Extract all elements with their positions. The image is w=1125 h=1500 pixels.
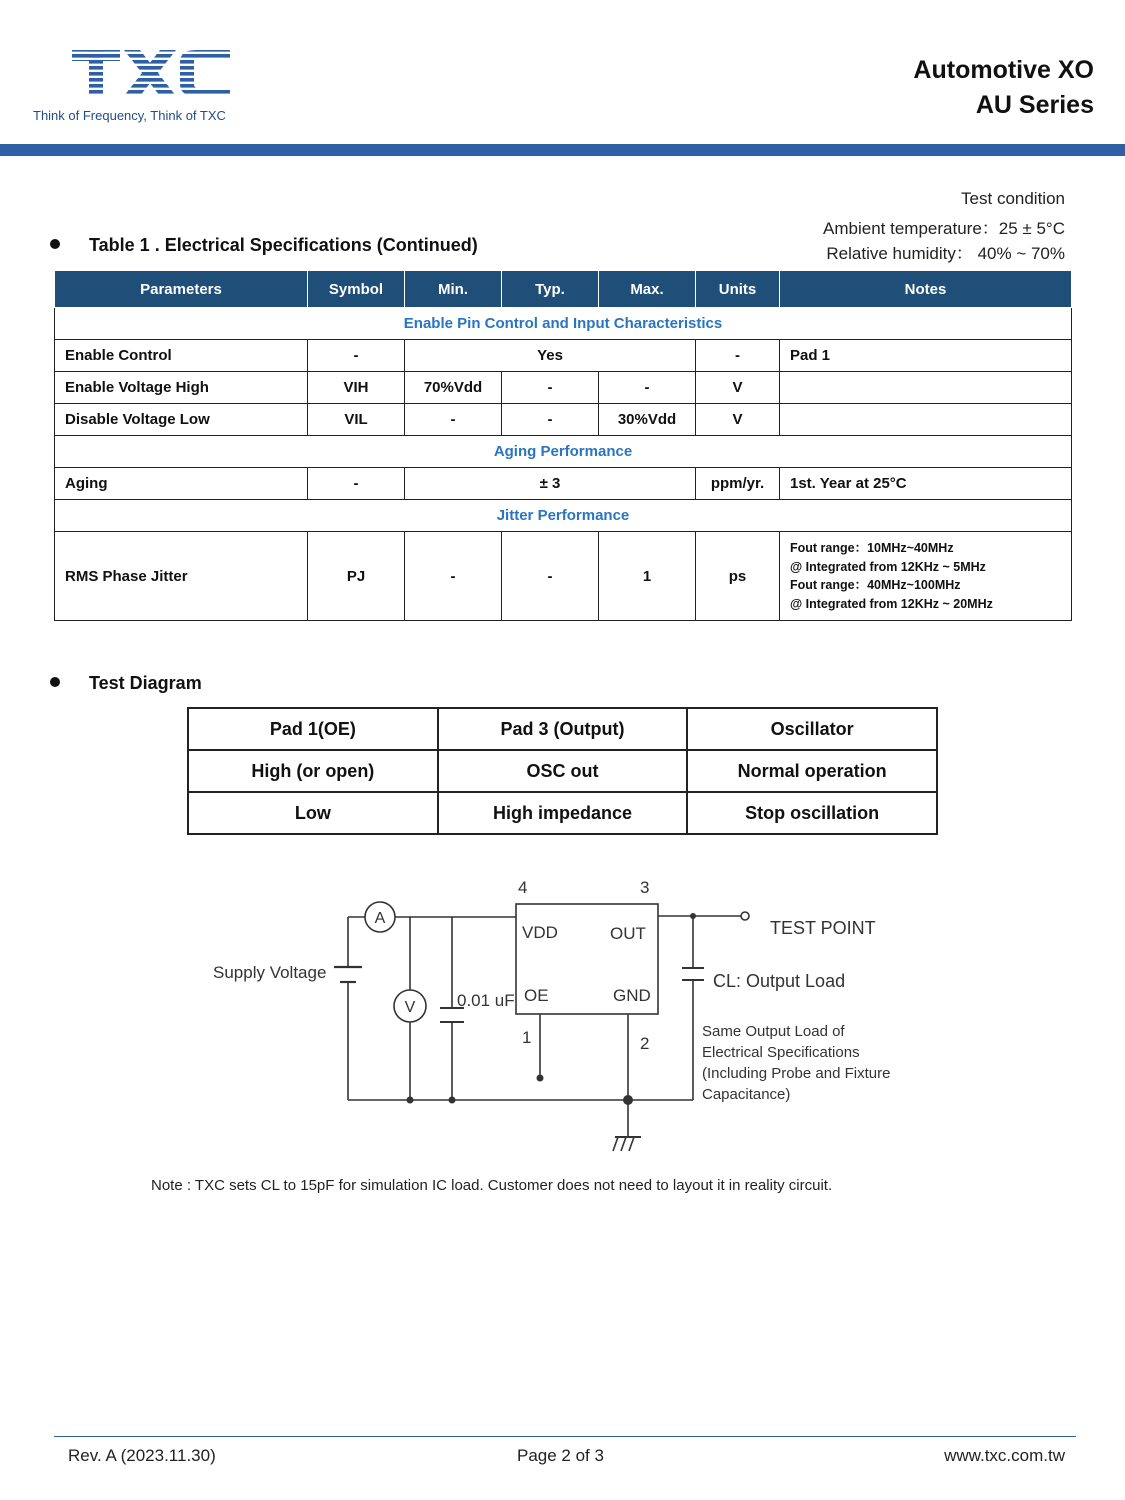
website-link[interactable]: www.txc.com.tw [944, 1446, 1065, 1465]
units-cell: ppm/yr. [696, 468, 780, 500]
load-note-line: Capacitance) [702, 1086, 791, 1103]
bullet-icon [50, 677, 60, 687]
table-row [55, 404, 1072, 436]
table-cell: High (or open) [188, 750, 438, 792]
electrical-spec-table [54, 270, 1072, 621]
bullet-icon [50, 239, 60, 249]
footer-divider [54, 1436, 1076, 1437]
document-title: Automotive XO [913, 56, 1094, 84]
txc-logo [72, 48, 232, 98]
load-note-line: Same Output Load of [702, 1023, 845, 1040]
col-header: Max. [599, 271, 696, 308]
section-row [55, 436, 1072, 468]
max-cell: - [599, 372, 696, 404]
col-header: Parameters [55, 271, 308, 308]
symbol-cell: - [308, 340, 405, 372]
note-line: @ Integrated from 12KHz ~ 5MHz [790, 559, 986, 574]
max-cell: 30%Vdd [599, 404, 696, 436]
supply-voltage-label: Supply Voltage [213, 963, 327, 982]
table-cell: Stop oscillation [687, 792, 937, 834]
min-cell: 70%Vdd [405, 372, 502, 404]
col-header: Units [696, 271, 780, 308]
section-heading: Jitter Performance [55, 500, 1072, 532]
table-cell: Oscillator [687, 708, 937, 750]
typ-cell: - [502, 372, 599, 404]
table-cell: Low [188, 792, 438, 834]
param-cell: Enable Control [55, 340, 308, 372]
section-heading: Aging Performance [55, 436, 1072, 468]
symbol-cell: - [308, 468, 405, 500]
table-row [188, 708, 937, 750]
section-row [55, 308, 1072, 340]
test-circuit-diagram [200, 870, 920, 1160]
pin-number: 3 [640, 878, 650, 897]
vdd-pin-label: VDD [522, 923, 558, 942]
param-cell: RMS Phase Jitter [55, 532, 308, 621]
pin-number: 1 [522, 1028, 532, 1047]
table-row [55, 340, 1072, 372]
symbol-cell: VIH [308, 372, 405, 404]
output-load-label: CL: Output Load [713, 971, 846, 991]
header-divider [0, 144, 1125, 156]
pin-number: 2 [640, 1034, 650, 1053]
revision-label: Rev. A (2023.11.30) [68, 1446, 216, 1465]
section-heading: Enable Pin Control and Input Characteristics [55, 308, 1072, 340]
notes-cell [780, 532, 1072, 621]
test-point-label: TEST POINT [770, 918, 876, 938]
table-cell: Pad 3 (Output) [438, 708, 688, 750]
tagline: Think of Frequency, Think of TXC [33, 108, 226, 123]
voltmeter-label: V [404, 999, 416, 1016]
table-row [188, 792, 937, 834]
note-line: Fout range：10MHz~40MHz [790, 541, 954, 555]
pin-number: 4 [518, 878, 528, 897]
units-cell: V [696, 404, 780, 436]
pad-function-table [187, 707, 938, 835]
table-cell: Normal operation [687, 750, 937, 792]
units-cell: - [696, 340, 780, 372]
capacitor-label: 0.01 uF [457, 991, 515, 1010]
symbol-cell: PJ [308, 532, 405, 621]
typ-cell: - [502, 532, 599, 621]
table-row [188, 750, 937, 792]
table-header-row [55, 271, 1072, 308]
page-number: Page 2 of 3 [517, 1446, 604, 1465]
units-cell: ps [696, 532, 780, 621]
oe-pin-label: OE [524, 986, 549, 1005]
min-cell: - [405, 404, 502, 436]
ammeter-label: A [374, 910, 386, 927]
value-cell: Yes [405, 340, 696, 372]
typ-cell: - [502, 404, 599, 436]
symbol-cell: VIL [308, 404, 405, 436]
param-cell: Enable Voltage High [55, 372, 308, 404]
note-line: Fout range：40MHz~100MHz [790, 578, 961, 592]
table-row [55, 372, 1072, 404]
min-cell: - [405, 532, 502, 621]
param-cell: Disable Voltage Low [55, 404, 308, 436]
relative-humidity: Relative humidity： 40% ~ 70% [826, 244, 1065, 263]
note-line: @ Integrated from 12KHz ~ 20MHz [790, 596, 993, 611]
units-cell: V [696, 372, 780, 404]
document-subtitle: AU Series [975, 91, 1094, 119]
col-header: Symbol [308, 271, 405, 308]
section-row [55, 500, 1072, 532]
test-condition-label: Test condition [961, 189, 1065, 208]
load-note-line: (Including Probe and Fixture [702, 1065, 891, 1082]
table-cell: OSC out [438, 750, 688, 792]
value-cell: ± 3 [405, 468, 696, 500]
table-row [55, 532, 1072, 621]
col-header: Min. [405, 271, 502, 308]
ambient-temperature: Ambient temperature：25 ± 5°C [823, 219, 1065, 238]
table-cell: Pad 1(OE) [188, 708, 438, 750]
diagram-note: Note : TXC sets CL to 15pF for simulation IC load. Customer does not need to layout it in reality circuit. [151, 1177, 833, 1194]
col-header: Notes [780, 271, 1072, 308]
test-point-icon [741, 912, 749, 920]
max-cell: 1 [599, 532, 696, 621]
table-row [55, 468, 1072, 500]
out-pin-label: OUT [610, 924, 646, 943]
load-note-line: Electrical Specifications [702, 1044, 860, 1061]
param-cell: Aging [55, 468, 308, 500]
notes-cell [780, 404, 1072, 436]
notes-cell: Pad 1 [780, 340, 1072, 372]
notes-cell [780, 372, 1072, 404]
test-diagram-title: Test Diagram [89, 673, 202, 693]
col-header: Typ. [502, 271, 599, 308]
spec-table-title: Table 1 . Electrical Specifications (Continued) [89, 235, 478, 255]
notes-cell: 1st. Year at 25°C [780, 468, 1072, 500]
table-cell: High impedance [438, 792, 688, 834]
gnd-pin-label: GND [613, 986, 651, 1005]
